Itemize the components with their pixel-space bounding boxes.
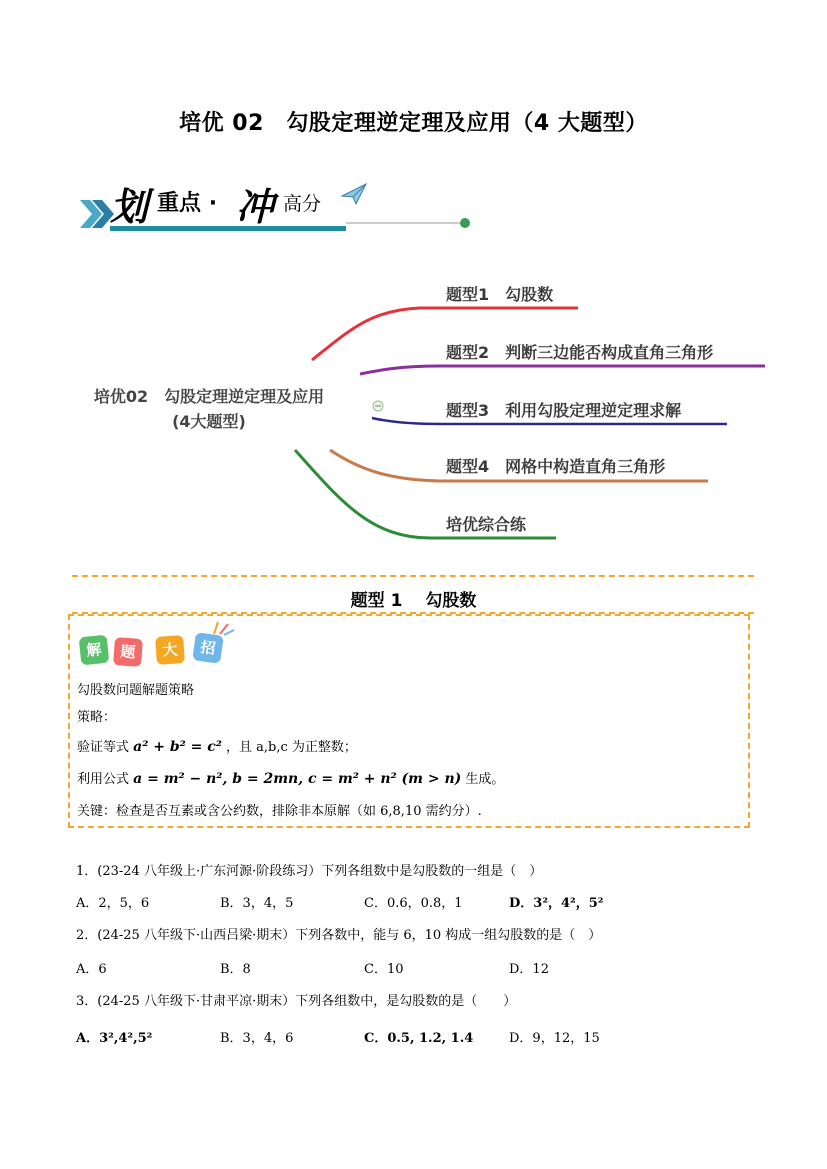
badge-ti: 题: [113, 637, 143, 667]
question-2-stem: 2．(24-25 八年级下·山西吕梁·期末）下列各数中，能与 6，10 构成一组勾股数的是（ ）: [76, 928, 602, 943]
question-3-option-d: D．9，12，15: [509, 1031, 600, 1046]
question-3-option-b: B．3，4，6: [220, 1031, 294, 1046]
question-2-option-c: C．10: [364, 962, 404, 977]
strategy-heading: 勾股数问题解题策略: [77, 683, 195, 698]
mindmap-root-line2: (4大题型): [172, 412, 246, 431]
banner-zhongdian-text: 重点: [157, 191, 202, 216]
mindmap-branch-3: 题型3 利用勾股定理逆定理求解: [446, 401, 682, 420]
question-3-stem: 3．(24-25 八年级下·甘肃平凉·期末）下列各组数中，是勾股数的是（ ）: [76, 994, 517, 1009]
strategy-label: 策略：: [77, 710, 117, 725]
question-1-option-b: B．3，4，5: [220, 896, 294, 911]
badge-da: 大: [155, 635, 185, 665]
mindmap-branch-5: 培优综合练: [446, 515, 527, 534]
page-title: 培优 02 勾股定理逆定理及应用（4 大题型）: [179, 111, 648, 136]
strategy-line-1-post: ，且 a,b,c 为正整数；: [226, 740, 357, 755]
banner-hua: 划: [110, 185, 149, 229]
question-2-option-b: B．8: [220, 962, 251, 977]
strategy-line-2-pre: 利用公式: [77, 772, 130, 787]
mindmap-branch-2-curve: [360, 366, 765, 374]
question-2-option-d: D．12: [509, 962, 549, 977]
strategy-line-2: [77, 768, 504, 787]
question-1-option-d: D．3²，4²，5²: [509, 896, 604, 911]
question-2-option-a: A．6: [76, 962, 107, 977]
banner-dot: ·: [208, 191, 218, 216]
strategy-line-1-pre: 验证等式: [77, 740, 130, 755]
question-3-option-a: A．3²,4²,5²: [76, 1031, 153, 1046]
banner-zhongdian: [157, 186, 217, 217]
strategy-line-2-post: 生成。: [465, 772, 505, 787]
badge-jie: 解: [79, 635, 110, 666]
strategy-line-1: [77, 736, 357, 755]
section-title: 题型 1 勾股数: [350, 591, 477, 611]
generator-formula: a = m² − n², b = 2mn, c = m² + n² (m > n): [133, 771, 462, 787]
sparkle-icon: [208, 616, 236, 636]
question-1-option-a: A．2，5，6: [76, 896, 150, 911]
section-divider-top: [72, 575, 754, 577]
banner-gaofen: 高分: [283, 193, 322, 215]
badge-zhao: 招: [192, 632, 224, 664]
pythagorean-formula: a² + b² = c²: [133, 739, 222, 755]
question-1-stem: 1．(23-24 八年级上·广东河源·阶段练习）下列各组数中是勾股数的一组是（ ）: [76, 864, 543, 879]
paper-plane-icon: [342, 184, 366, 204]
question-3-option-c: C．0.5, 1.2, 1.4: [364, 1031, 474, 1046]
mindmap-branch-4: 题型4 网格中构造直角三角形: [446, 457, 666, 476]
banner-chong: 冲: [236, 185, 275, 229]
strategy-line-3: 关键：检查是否互素或含公约数，排除非本原解（如 6,8,10 需约分）.: [77, 804, 482, 819]
mindmap-branch-2: 题型2 判断三边能否构成直角三角形: [446, 343, 714, 362]
mindmap-branch-1: 题型1 勾股数: [446, 285, 554, 304]
mindmap-root-line1: 培优02 勾股定理逆定理及应用: [93, 387, 325, 406]
question-1-option-c: C．0.6，0.8，1: [364, 896, 463, 911]
